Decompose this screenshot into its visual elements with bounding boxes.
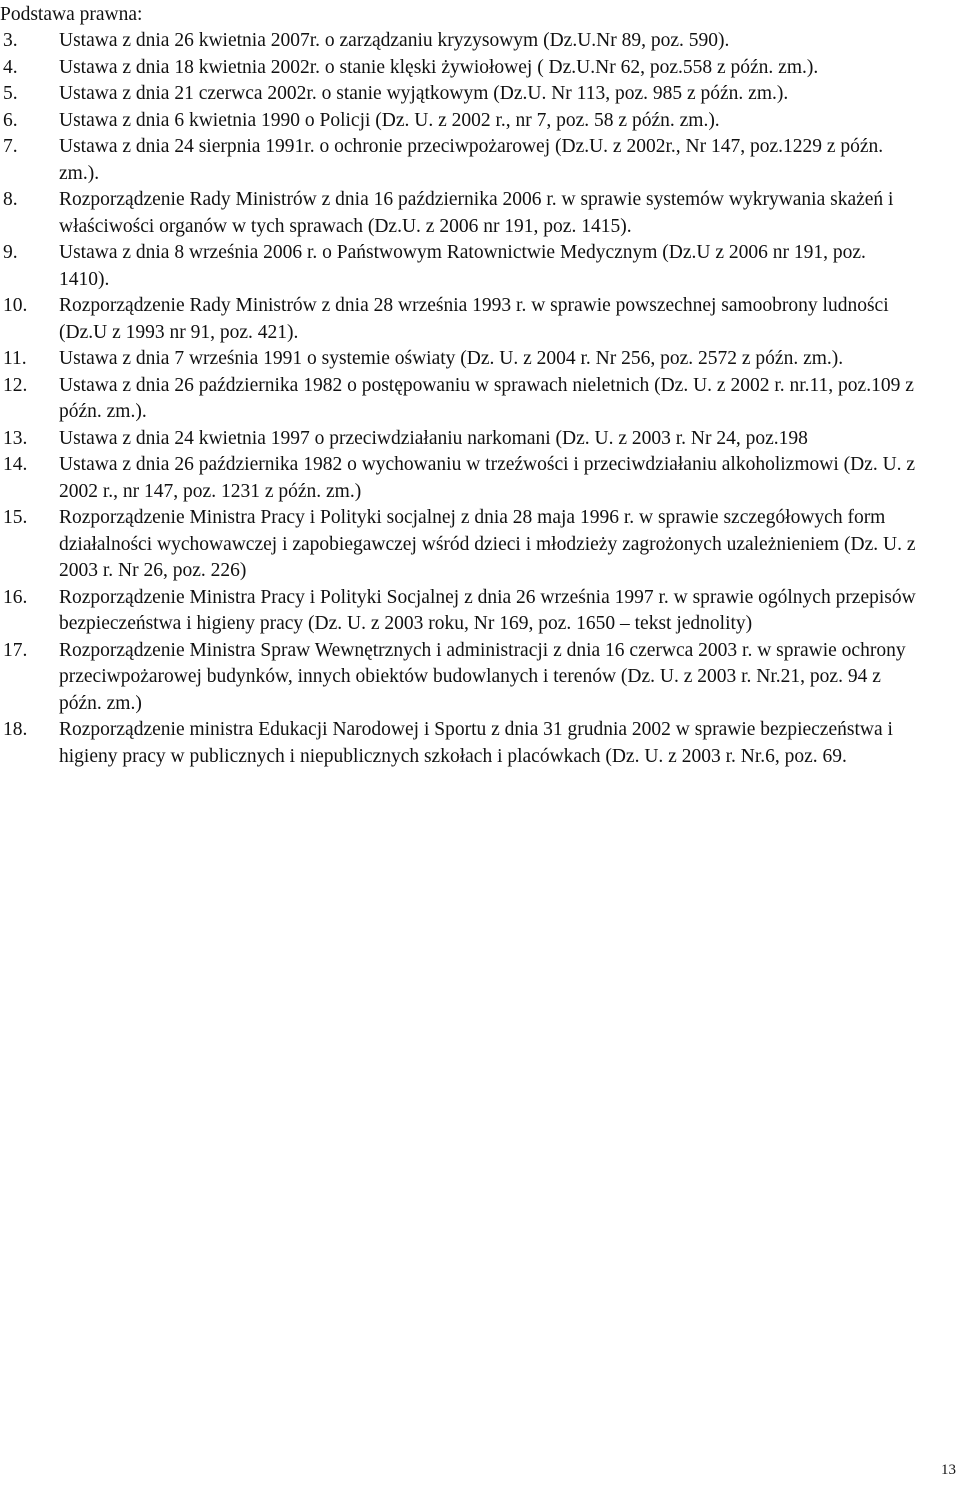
item-text: Rozporządzenie Rady Ministrów z dnia 16 października 2006 r. w sprawie systemów wykrywania skażeń i właściwości organów w tych sprawach (Dz.U. z 2006 nr 191, poz. 1415). <box>59 189 894 237</box>
item-number: 15. <box>3 507 28 528</box>
list-item <box>0 108 920 135</box>
item-number: 13. <box>3 427 28 449</box>
item-text: Ustawa z dnia 6 kwietnia 1990 o Policji (Dz. U. z 2002 r., nr 7, poz. 58 z późn. zm.). <box>59 109 720 131</box>
page-number: 13 <box>941 1462 956 1478</box>
item-number: 14. <box>3 454 28 475</box>
item-text: Ustawa z dnia 8 września 2006 r. o Państwowym Ratownictwie Medycznym (Dz.U z 2006 nr 191, poz. 1410). <box>59 242 866 290</box>
list-item <box>0 585 920 638</box>
item-number: 9. <box>3 242 18 263</box>
item-text: Rozporządzenie Ministra Spraw Wewnętrznych i administracji z dnia 16 czerwca 2003 r. w sprawie ochrony przeciwpożarowej budynków, innych obiektów budowlanych i terenów (Dz. U. z 2003 r. Nr.21, poz. 94 z późn. zm.) <box>59 639 906 714</box>
item-number: 10. <box>3 295 28 316</box>
list-item <box>0 28 920 55</box>
list-item <box>0 134 920 187</box>
item-text: Rozporządzenie Ministra Pracy i Polityki socjalnej z dnia 28 maja 1996 r. w sprawie szczegółowych form działalności wychowawczej i zapobiegawczej wśród dzieci i młodzieży zagrożonych uzależnieniem (Dz. U. z 2003 r. Nr 26, poz. 226) <box>59 507 916 581</box>
list-item <box>0 240 920 293</box>
document-heading: Podstawa prawna: <box>0 4 143 25</box>
legal-basis-list <box>0 28 920 770</box>
item-text: Ustawa z dnia 26 października 1982 o wychowaniu w trzeźwości i przeciwdziałaniu alkoholizmowi (Dz. U. z 2002 r., nr 147, poz. 1231 z późn. zm.) <box>59 454 916 502</box>
list-item <box>0 187 920 240</box>
item-number: 12. <box>3 374 28 396</box>
item-text: Ustawa z dnia 26 października 1982 o postępowaniu w sprawach nieletnich (Dz. U. z 2002 r. nr.11, poz.109 z późn. zm.). <box>59 374 914 422</box>
item-text: Ustawa z dnia 24 sierpnia 1991r. o ochronie przeciwpożarowej (Dz.U. z 2002r., Nr 147, poz.1229 z późn. zm.). <box>59 136 884 184</box>
item-text: Ustawa z dnia 7 września 1991 o systemie oświaty (Dz. U. z 2004 r. Nr 256, poz. 2572 z późn. zm.). <box>59 348 844 369</box>
item-text: Ustawa z dnia 18 kwietnia 2002r. o stanie klęski żywiołowej ( Dz.U.Nr 62, poz.558 z późn. zm.). <box>59 56 819 78</box>
list-item <box>0 373 920 426</box>
list-item <box>0 638 920 718</box>
item-number: 7. <box>3 136 18 157</box>
list-item <box>0 717 920 770</box>
item-number: 17. <box>3 639 28 661</box>
item-text: Rozporządzenie ministra Edukacji Narodowej i Sportu z dnia 31 grudnia 2002 w sprawie bezpieczeństwa i higieny pracy w publicznych i niepublicznych szkołach i placówkach (Dz. U. z 2003 r. Nr.6, poz. 69. <box>59 719 893 767</box>
list-item <box>0 452 920 505</box>
list-item <box>0 293 920 346</box>
item-number: 6. <box>3 109 18 131</box>
item-number: 11. <box>3 348 27 369</box>
item-text: Rozporządzenie Ministra Pracy i Polityki Socjalnej z dnia 26 września 1997 r. w sprawie ogólnych przepisów bezpieczeństwa i higieny pracy (Dz. U. z 2003 roku, Nr 169, poz. 1650 – tekst jednolity) <box>59 586 916 634</box>
item-text: Rozporządzenie Rady Ministrów z dnia 28 września 1993 r. w sprawie powszechnej samoobrony ludności (Dz.U z 1993 nr 91, poz. 421). <box>59 295 889 343</box>
list-item <box>0 55 920 82</box>
item-number: 16. <box>3 586 28 608</box>
list-item <box>0 346 920 373</box>
item-number: 5. <box>3 83 18 104</box>
item-number: 3. <box>3 30 18 51</box>
item-number: 8. <box>3 189 18 210</box>
list-item <box>0 505 920 585</box>
item-text: Ustawa z dnia 26 kwietnia 2007r. o zarządzaniu kryzysowym (Dz.U.Nr 89, poz. 590). <box>59 30 730 51</box>
item-text: Ustawa z dnia 21 czerwca 2002r. o stanie wyjątkowym (Dz.U. Nr 113, poz. 985 z późn. zm.). <box>59 83 789 104</box>
item-number: 4. <box>3 56 18 78</box>
item-number: 18. <box>3 719 28 740</box>
item-text: Ustawa z dnia 24 kwietnia 1997 o przeciwdziałaniu narkomani (Dz. U. z 2003 r. Nr 24, poz.198 <box>59 427 808 449</box>
list-item <box>0 426 920 453</box>
list-item <box>0 81 920 108</box>
